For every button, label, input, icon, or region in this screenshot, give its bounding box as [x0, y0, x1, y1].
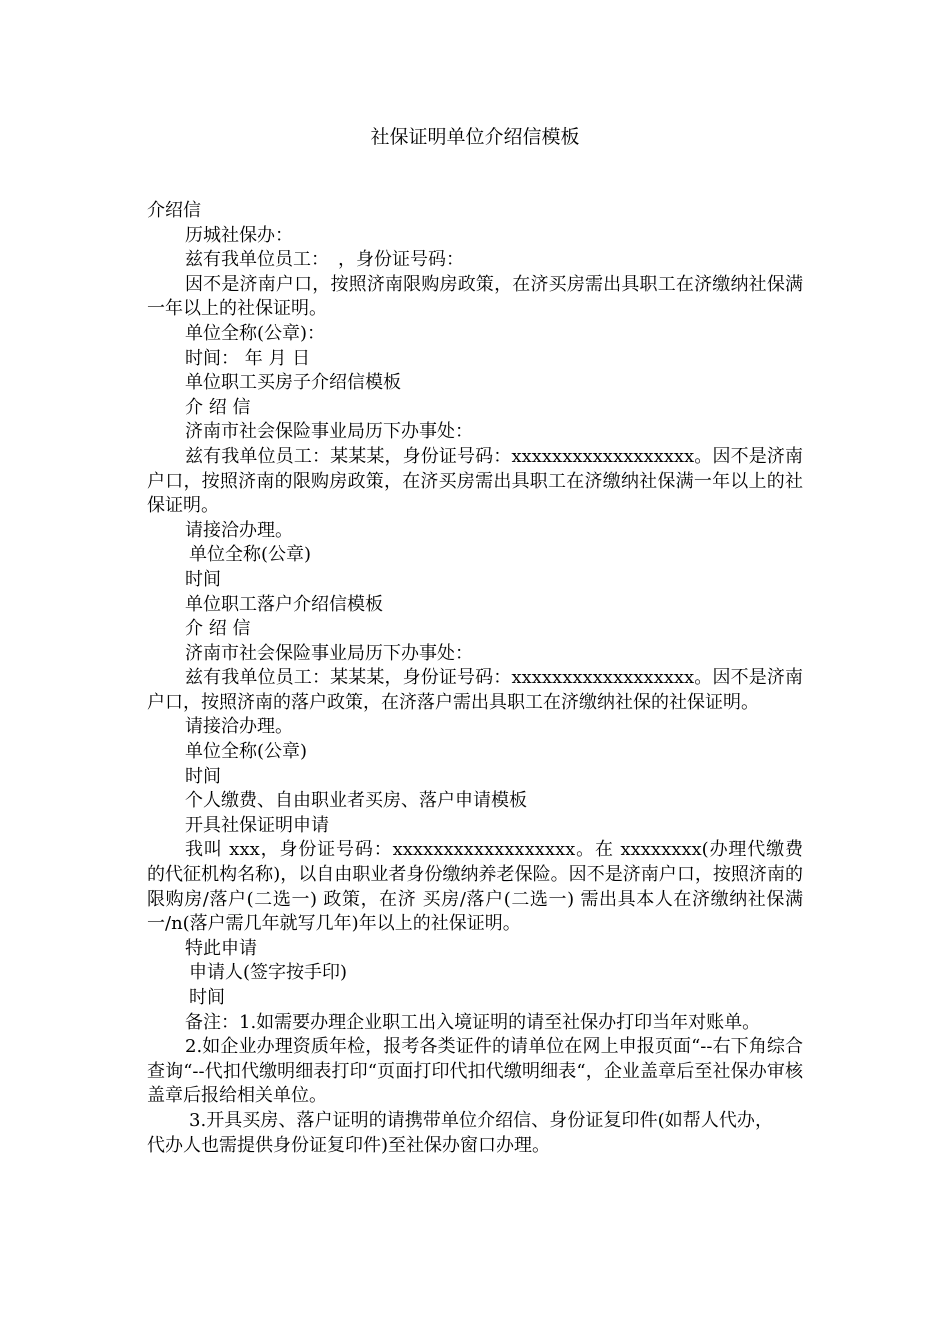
- paragraph-unit-name: 单位全称(公章): [185, 741, 308, 763]
- document-title: 社保证明单位介绍信模板: [370, 126, 580, 148]
- paragraph-unit-name: 单位全称(公章)：: [185, 322, 326, 344]
- paragraph-applicant: 申请人(签字按手印): [189, 962, 348, 984]
- paragraph-date: 时间: [185, 568, 221, 590]
- paragraph-please: 请接洽办理。: [185, 519, 293, 541]
- section-heading-house: 单位职工买房子介绍信模板: [185, 372, 401, 394]
- paragraph-unit-name: 单位全称(公章): [189, 544, 312, 566]
- paragraph-body: 兹有我单位员工：某某某，身份证号码：xxxxxxxxxxxxxxxxxx。因不是济南户口，按照济南的限购房政策，在济买房需出具职工在济缴纳社保满一年以上的社保证明。: [147, 445, 803, 517]
- paragraph-hereby: 特此申请: [185, 937, 257, 959]
- paragraph-date: 时间: [189, 987, 225, 1008]
- paragraph-date: 时间: [185, 765, 221, 787]
- paragraph-addressee: 历城社保办：: [185, 224, 293, 246]
- paragraph-heading: 介绍信: [147, 200, 201, 221]
- paragraph-note-3: 3.开具买房、落户证明的请携带单位介绍信、身份证复印件(如帮人代办，代办人也需提供身份证复印件)至社保办窗口办理。: [147, 1109, 773, 1156]
- section-heading-personal: 个人缴费、自由职业者买房、落户申请模板: [185, 790, 527, 812]
- paragraph-reason: 因不是济南户口，按照济南限购房政策，在济买房需出具职工在济缴纳社保满一年以上的社保证明。: [147, 273, 803, 320]
- paragraph-addressee: 济南市社会保险事业局历下办事处：: [185, 642, 473, 664]
- section-heading-hukou: 单位职工落户介绍信模板: [185, 593, 383, 615]
- paragraph-please: 请接洽办理。: [185, 716, 293, 738]
- paragraph-employee: 兹有我单位员工： ，身份证号码：: [185, 249, 464, 271]
- document-body: [147, 199, 803, 1158]
- paragraph-note-1: 备注：1.如需要办理企业职工出入境证明的请至社保办打印当年对账单。: [185, 1011, 761, 1033]
- paragraph-body: 兹有我单位员工：某某某，身份证号码：xxxxxxxxxxxxxxxxxx。因不是济南户口，按照济南的落户政策，在济落户需出具职工在济缴纳社保的社保证明。: [147, 667, 803, 713]
- paragraph-application-title: 开具社保证明申请: [185, 814, 329, 836]
- paragraph-letter-title: 介 绍 信: [185, 618, 251, 640]
- paragraph-date: 时间： 年 月 日: [185, 347, 311, 369]
- paragraph-addressee: 济南市社会保险事业局历下办事处：: [185, 421, 473, 443]
- paragraph-application-body: 我叫 xxx，身份证号码：xxxxxxxxxxxxxxxxxx。在 xxxxxxxx(办理代缴费的代征机构名称)，以自由职业者身份缴纳养老保险。因不是济南户口，按照济南的 限购房/落户(二选一) 政策，在济 买房/落户(二选一) 需出具本人在济缴纳社保满一/n(落户需几年就写几年)年以上的社保证明。: [147, 839, 803, 935]
- paragraph-note-2: 2.如企业办理资质年检，报考各类证件的请单位在网上申报页面“--右下角综合查询“--代扣代缴明细表打印“页面打印代扣代缴明细表“，企业盖章后至社保办审核盖章后报给相关单位。: [147, 1036, 803, 1107]
- paragraph-letter-title: 介 绍 信: [185, 396, 251, 418]
